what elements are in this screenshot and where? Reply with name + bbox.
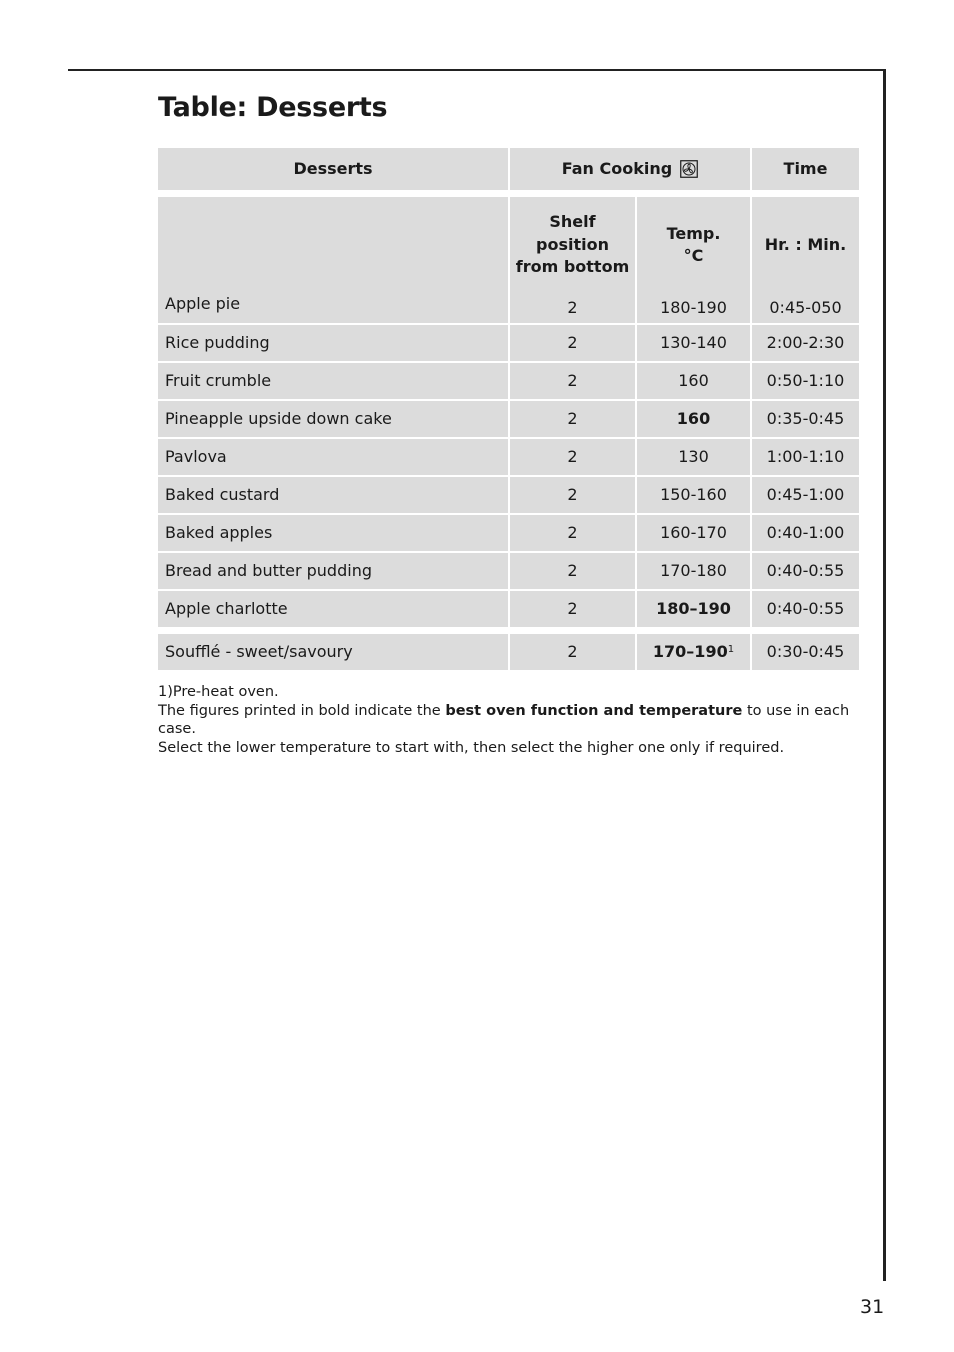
row-dessert: Pineapple upside down cake bbox=[158, 401, 508, 437]
row-shelf: 2 bbox=[510, 553, 635, 589]
subheader-time-label: Hr. : Min. bbox=[764, 234, 847, 254]
table-row bbox=[158, 553, 859, 589]
page-number: 31 bbox=[860, 1296, 885, 1318]
row-dessert: Baked apples bbox=[158, 515, 508, 551]
row-dessert: Bread and butter pudding bbox=[158, 553, 508, 589]
table-row bbox=[158, 401, 859, 437]
row-temp: 160 bbox=[637, 363, 750, 399]
right-rule bbox=[883, 69, 886, 1281]
table-row bbox=[158, 363, 859, 399]
footnote: 1)Pre-heat oven. bbox=[158, 684, 279, 700]
row-shelf: 2 bbox=[510, 634, 635, 670]
header-time: Time bbox=[752, 148, 859, 190]
table-notes bbox=[158, 683, 878, 757]
row-time: 0:35-0:45 bbox=[752, 401, 859, 437]
table-row bbox=[158, 325, 859, 361]
fan-cooking-icon bbox=[680, 160, 698, 178]
row-time: 0:40-0:55 bbox=[752, 591, 859, 627]
header-fan-cooking-label: Fan Cooking bbox=[561, 159, 673, 179]
row-time: 0:45-1:00 bbox=[752, 477, 859, 513]
subheader-temp bbox=[637, 197, 750, 323]
row-shelf: 2 bbox=[510, 515, 635, 551]
temperature-advice: Select the lower temperature to start with, then select the higher one only if required. bbox=[158, 739, 785, 756]
row-shelf: 2 bbox=[510, 325, 635, 361]
row-temp: 160 bbox=[637, 401, 750, 437]
table-header-row bbox=[158, 148, 859, 190]
table-row bbox=[158, 591, 859, 627]
row-shelf: 2 bbox=[510, 401, 635, 437]
row-dessert: Fruit crumble bbox=[158, 363, 508, 399]
header-fan-cooking bbox=[510, 148, 750, 190]
row-time: 0:45-050 bbox=[769, 298, 842, 318]
row-dessert: Soufflé - sweet/savoury bbox=[158, 634, 508, 670]
table-row bbox=[158, 439, 859, 475]
row-shelf: 2 bbox=[510, 363, 635, 399]
subheader-shelf bbox=[510, 197, 635, 323]
row-time: 0:50-1:10 bbox=[752, 363, 859, 399]
row-temp: 160-170 bbox=[637, 515, 750, 551]
row-temp: 130 bbox=[637, 439, 750, 475]
row-time: 0:30-0:45 bbox=[752, 634, 859, 670]
row-time: 2:00-2:30 bbox=[752, 325, 859, 361]
row-shelf: 2 bbox=[510, 439, 635, 475]
row-time: 0:40-0:55 bbox=[752, 553, 859, 589]
page-title: Table: Desserts bbox=[158, 92, 388, 123]
table-subheader-row bbox=[158, 197, 859, 323]
row-temp-cell: 170–190 $^1$ bbox=[637, 634, 750, 670]
row-temp: 170-180 bbox=[637, 553, 750, 589]
row-dessert: Pavlova bbox=[158, 439, 508, 475]
table-row bbox=[158, 515, 859, 551]
desserts-table bbox=[158, 148, 859, 672]
row-dessert: Apple charlotte bbox=[158, 591, 508, 627]
row-dessert: Apple pie bbox=[158, 197, 508, 323]
subheader-shelf-label: Shelf position from bottom bbox=[515, 212, 630, 277]
row-temp: 130-140 bbox=[637, 325, 750, 361]
table-row bbox=[158, 634, 859, 670]
subheader-temp-label: Temp. °C bbox=[666, 223, 721, 265]
row-temp: 180-190 bbox=[660, 298, 727, 318]
row-time: 1:00-1:10 bbox=[752, 439, 859, 475]
row-temp: 150-160 bbox=[637, 477, 750, 513]
row-dessert: Rice pudding bbox=[158, 325, 508, 361]
row-shelf: 2 bbox=[510, 477, 635, 513]
row-temp: 180–190 bbox=[637, 591, 750, 627]
row-temp: 170–190 bbox=[652, 642, 728, 662]
row-time: 0:40-1:00 bbox=[752, 515, 859, 551]
header-desserts: Desserts bbox=[158, 148, 508, 190]
bold-explanation: The figures printed in bold indicate the best oven function and temperature to use in each case. bbox=[158, 702, 850, 737]
row-shelf: 2 bbox=[567, 298, 578, 318]
row-shelf: 2 bbox=[510, 591, 635, 627]
row-dessert: Baked custard bbox=[158, 477, 508, 513]
subheader-time bbox=[752, 197, 859, 323]
table-row bbox=[158, 477, 859, 513]
top-rule bbox=[68, 69, 886, 71]
